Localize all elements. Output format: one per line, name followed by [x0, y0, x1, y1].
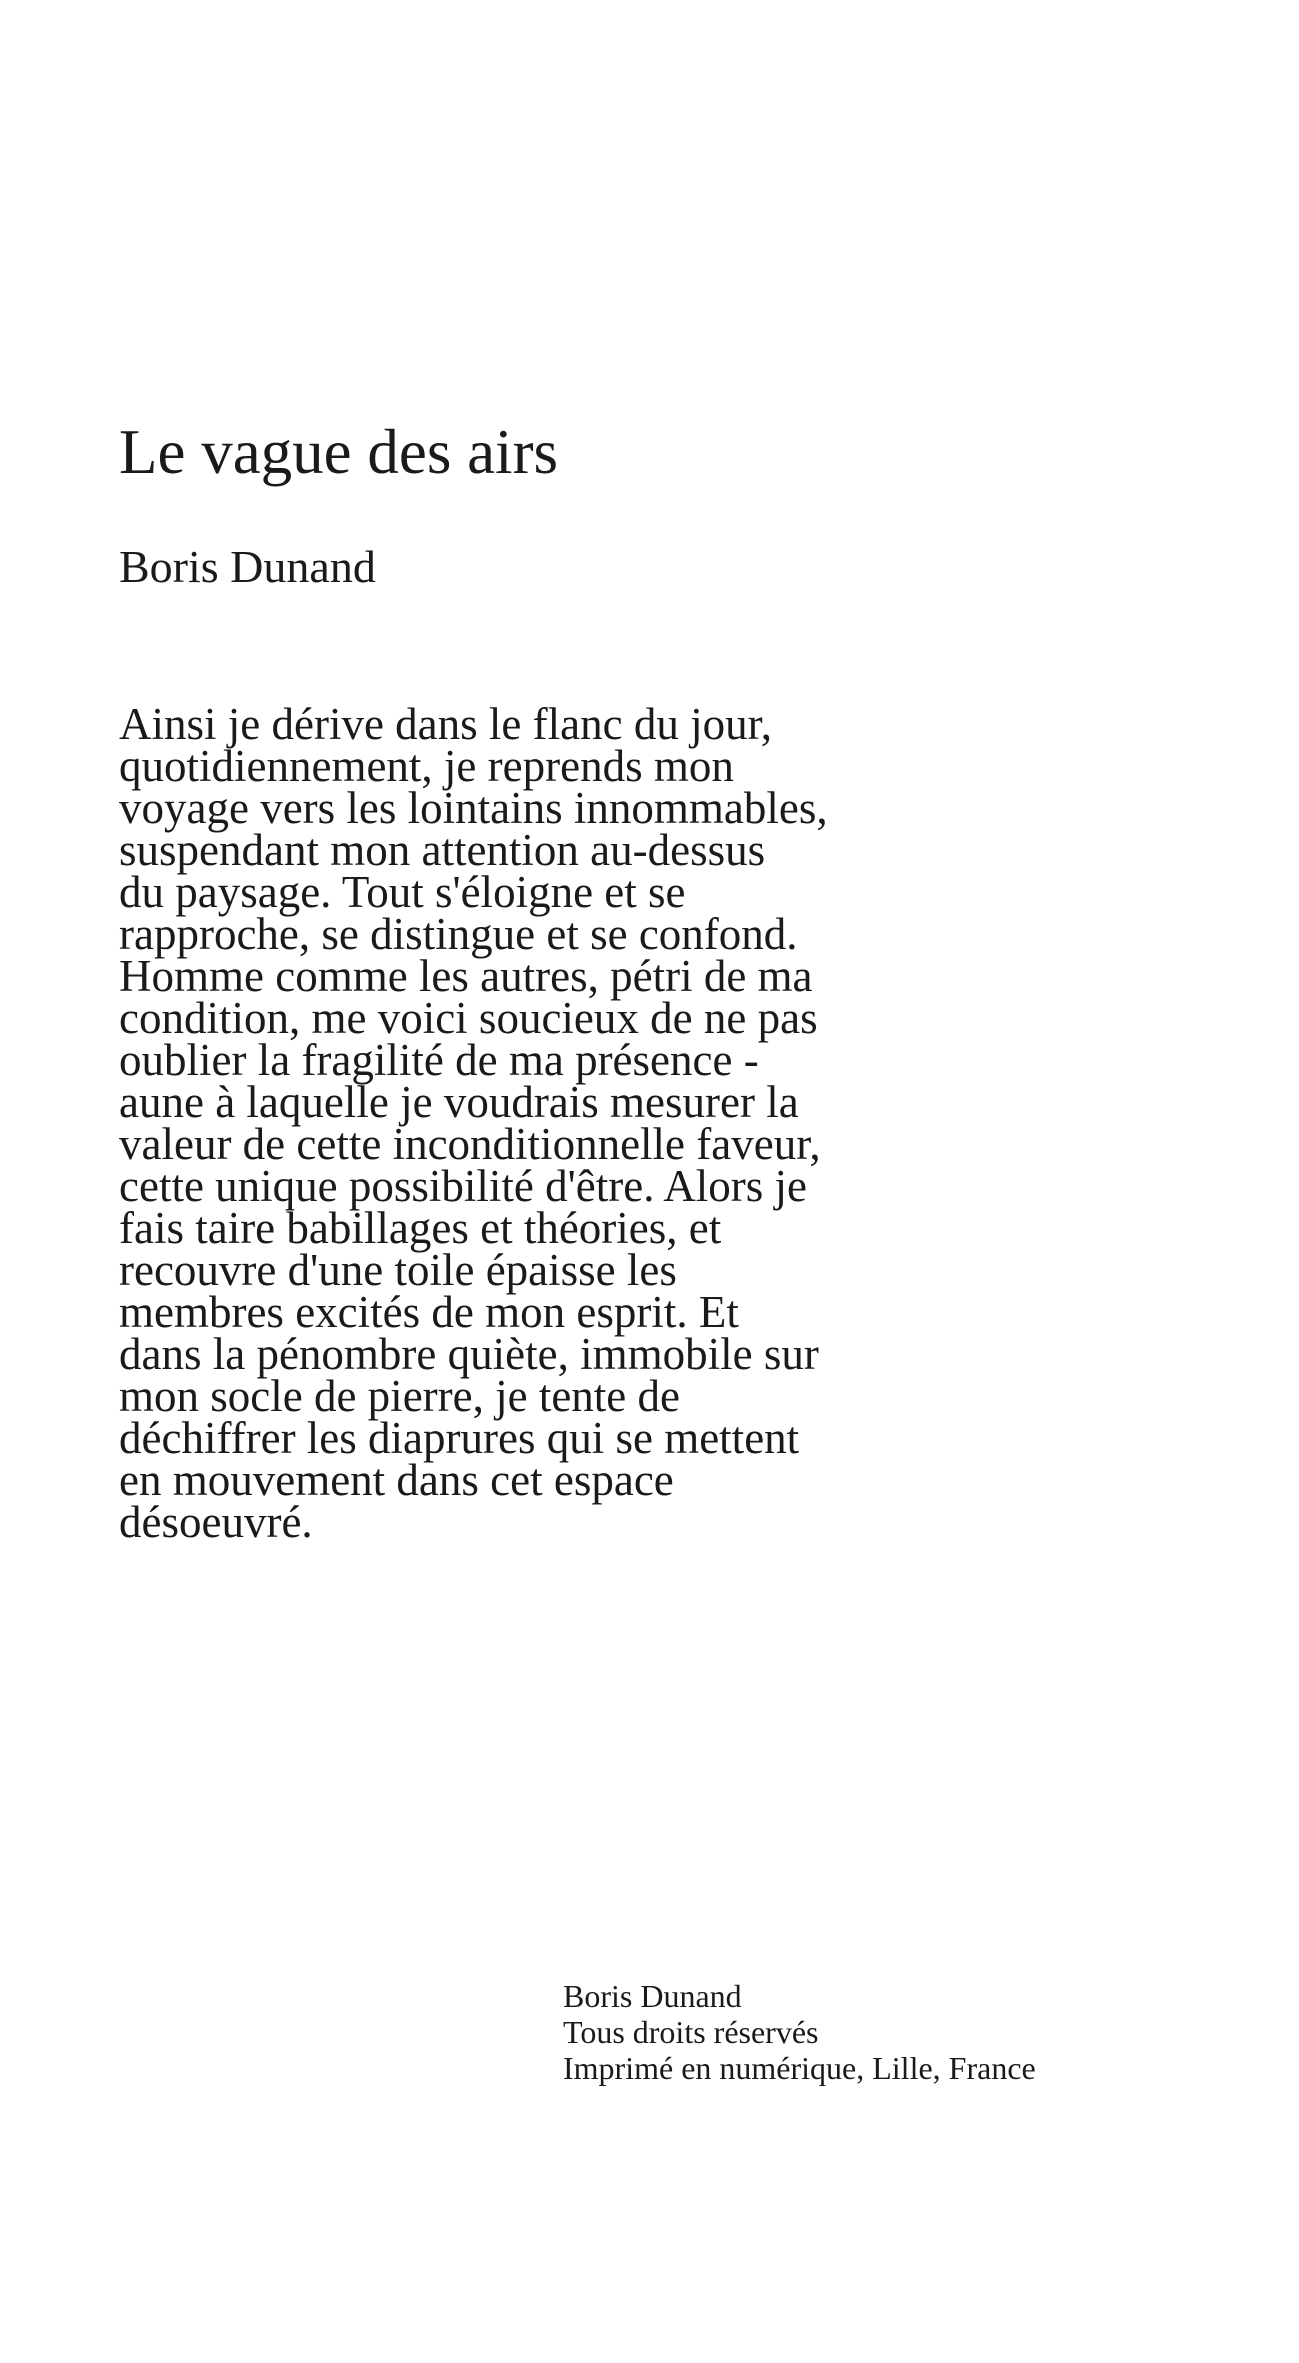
poem-line: fais taire babillages et théories, et	[119, 1203, 722, 1253]
poem-line: suspendant mon attention au-dessus	[119, 825, 766, 875]
poem-line: déchiffrer les diaprures qui se mettent	[119, 1413, 800, 1463]
colophon	[563, 1978, 1183, 2086]
poem-line: aune à laquelle je voudrais mesurer la	[119, 1077, 799, 1127]
colophon-rights: Tous droits réservés	[563, 2014, 819, 2050]
poem-line: valeur de cette inconditionnelle faveur,	[119, 1119, 821, 1169]
poem-line: quotidiennement, je reprends mon	[119, 741, 734, 791]
poem-line: rapproche, se distingue et se confond.	[119, 909, 798, 959]
poem-line: membres excités de mon esprit. Et	[119, 1287, 739, 1337]
poem-line: condition, me voici soucieux de ne pas	[119, 993, 818, 1043]
poem-line: dans la pénombre quiète, immobile sur	[119, 1329, 819, 1379]
document-title: Le vague des airs	[119, 417, 559, 487]
poem-line: mon socle de pierre, je tente de	[119, 1371, 681, 1421]
poem-line: en mouvement dans cet espace	[119, 1455, 674, 1505]
poem-line: Ainsi je dérive dans le flanc du jour,	[119, 699, 773, 749]
poem-line: recouvre d'une toile épaisse les	[119, 1245, 677, 1295]
poem-line: voyage vers les lointains innommables,	[119, 783, 828, 833]
poem-line: Homme comme les autres, pétri de ma	[119, 951, 813, 1001]
document-author: Boris Dunand	[119, 541, 376, 592]
poem-line: du paysage. Tout s'éloigne et se	[119, 867, 686, 917]
colophon-printing: Imprimé en numérique, Lille, France	[563, 2050, 1036, 2086]
poem-line: oublier la fragilité de ma présence -	[119, 1035, 759, 1085]
poem-body	[119, 699, 979, 1547]
poem-line: cette unique possibilité d'être. Alors je	[119, 1161, 807, 1211]
colophon-author: Boris Dunand	[563, 1978, 742, 2014]
poem-line: désoeuvré.	[119, 1497, 313, 1547]
